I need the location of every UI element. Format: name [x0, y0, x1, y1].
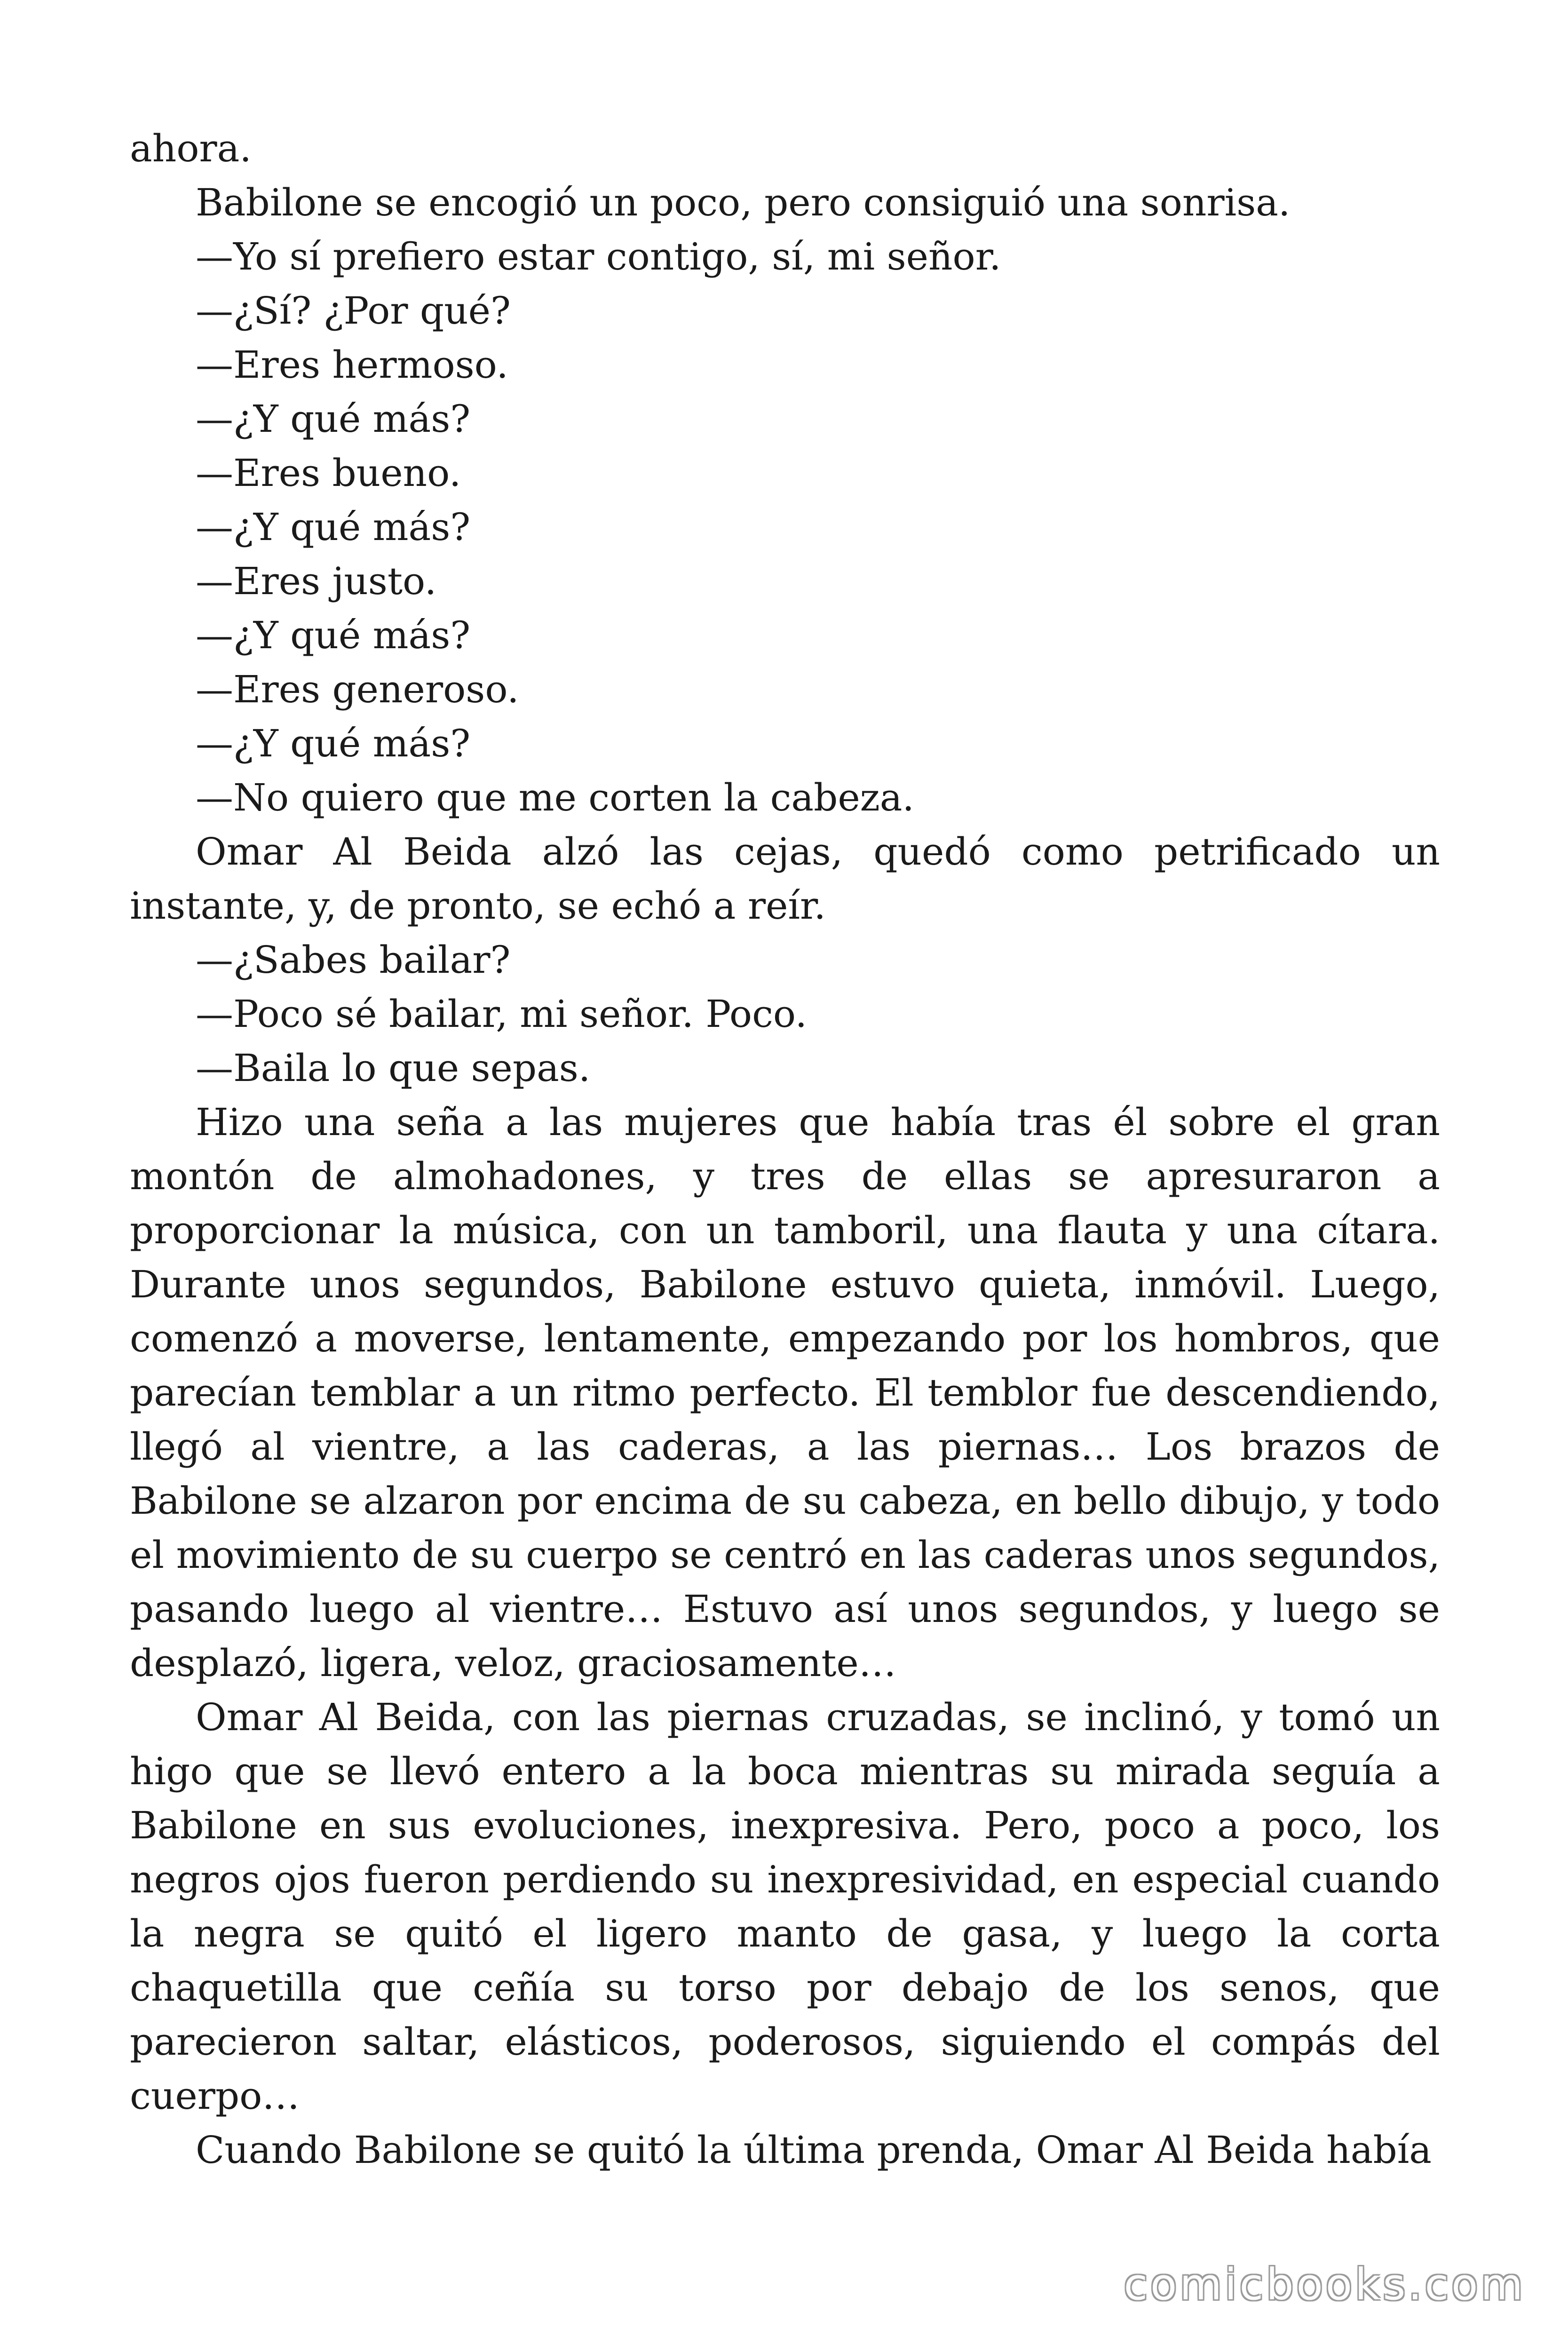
paragraph-continued: ahora. [130, 127, 252, 170]
dialogue-line: —¿Sabes bailar? [196, 938, 511, 982]
dialogue-line: —¿Y qué más? [196, 613, 471, 657]
dialogue-line: —Baila lo que sepas. [196, 1046, 591, 1090]
paragraph: Omar Al Beida, con las piernas cruzadas, se inclinó, y tomó un higo que se llevó entero a la boca mientras su mirada seguía a Babilone en sus evoluciones, inexpresiva. Pero, poco a poco, los negros ojos fueron perdiendo su inexpresividad, en especial cuando la negra se quitó el ligero manto de gasa, y luego la corta chaquetilla que ceñía su torso por debajo de los senos, que parecieron saltar, elásticos, poderosos, siguiendo el compás del cuerpo… [130, 1695, 1440, 2118]
dialogue-line: —Eres generoso. [196, 667, 519, 711]
paragraph: Cuando Babilone se quitó la última prenda, Omar Al Beida había [196, 2128, 1432, 2172]
paragraph: Omar Al Beida alzó las cejas, quedó como petrificado un instante, y, de pronto, se echó a reír. [130, 830, 1440, 928]
paragraph: Babilone se encogió un poco, pero consiguió una sonrisa. [196, 181, 1291, 224]
paragraph: Hizo una seña a las mujeres que había tras él sobre el gran montón de almohadones, y tres de ellas se apresuraron a proporcionar la música, con un tamboril, una flauta y una cítara. Durante unos segundos, Babilone estuvo quieta, inmóvil. Luego, comenzó a moverse, lentamente, empezando por los hombros, que parecían temblar a un ritmo perfecto. El temblor fue descendiendo, llegó al vientre, a las caderas, a las piernas… Los brazos de Babilone se alzaron por encima de su cabeza, en bello dibujo, y todo el movimiento de su cuerpo se centró en las caderas unos segundos, pasando luego al vientre… Estuvo así unos segundos, y luego se desplazó, ligera, veloz, graciosamente… [130, 1100, 1440, 1685]
book-page-text [130, 121, 1440, 2177]
dialogue-line: —No quiero que me corten la cabeza. [196, 776, 914, 819]
dialogue-line: —¿Y qué más? [196, 505, 471, 549]
dialogue-line: —Eres hermoso. [196, 343, 508, 387]
dialogue-line: —Eres justo. [196, 559, 437, 603]
dialogue-line: —Poco sé bailar, mi señor. Poco. [196, 992, 808, 1036]
dialogue-line: —¿Sí? ¿Por qué? [196, 289, 511, 333]
watermark: comicbooks.com [1124, 2259, 1526, 2310]
dialogue-line: —Yo sí prefiero estar contigo, sí, mi señor. [196, 235, 1001, 278]
dialogue-line: —¿Y qué más? [196, 722, 471, 765]
dialogue-line: —¿Y qué más? [196, 397, 471, 441]
dialogue-line: —Eres bueno. [196, 451, 461, 495]
